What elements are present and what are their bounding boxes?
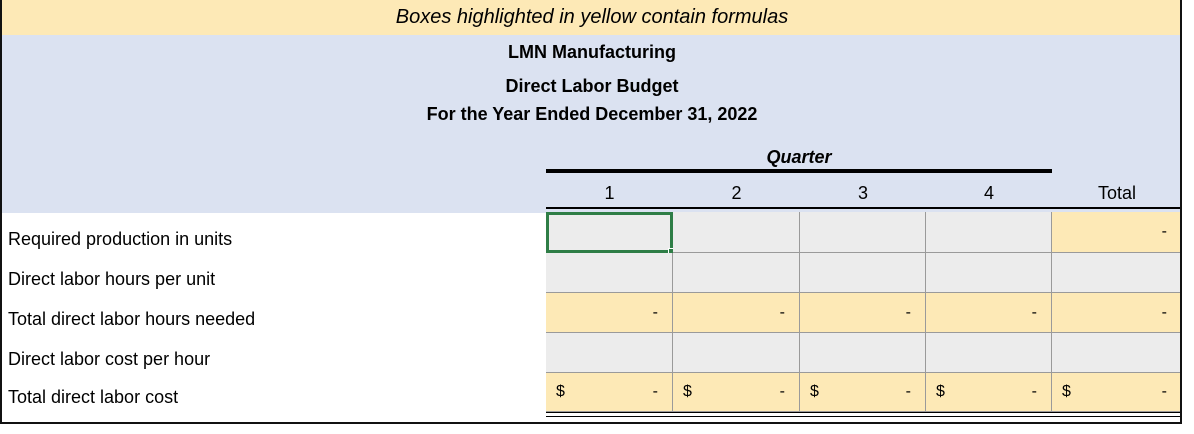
formula-note-banner — [2, 0, 1182, 35]
currency-symbol: $ — [810, 383, 819, 400]
row-label-total-cost: Total direct labor cost — [8, 387, 179, 407]
report-title: Direct Labor Budget — [505, 76, 679, 96]
cell-value: - — [652, 383, 658, 400]
cell-required-production-q3[interactable] — [800, 212, 926, 253]
formula-note-text: Boxes highlighted in yellow contain formulas — [395, 6, 789, 28]
currency-symbol: $ — [683, 383, 692, 400]
cell-hours-per-unit-q3[interactable] — [800, 253, 926, 293]
cell-value: - — [1031, 383, 1037, 400]
currency-symbol: $ — [1062, 383, 1071, 400]
cell-hours-per-unit-q1[interactable] — [546, 253, 673, 293]
cell-value: - — [1161, 223, 1167, 240]
cell-value: - — [1031, 303, 1037, 321]
cell-total-cost-q3[interactable] — [800, 373, 926, 412]
cell-value: - — [652, 303, 658, 321]
cell-required-production-total[interactable] — [1052, 212, 1182, 253]
report-header — [2, 35, 1182, 213]
cell-cost-per-hour-total[interactable] — [1052, 333, 1182, 373]
cell-total-cost-total[interactable] — [1052, 373, 1182, 412]
cell-cost-per-hour-q2[interactable] — [673, 333, 800, 373]
row-label-hours-per-unit: Direct labor hours per unit — [8, 269, 216, 289]
cell-cost-per-hour-q3[interactable] — [800, 333, 926, 373]
row-label-cost-per-hour: Direct labor cost per hour — [8, 349, 211, 369]
cell-total-hours-q2[interactable] — [673, 293, 800, 333]
cell-hours-per-unit-q2[interactable] — [673, 253, 800, 293]
cell-value: - — [905, 383, 911, 400]
cell-cost-per-hour-q4[interactable] — [926, 333, 1052, 373]
total-header-rule — [1052, 207, 1182, 209]
quarter-group-label: Quarter — [766, 147, 832, 167]
cell-total-hours-q3[interactable] — [800, 293, 926, 333]
cell-required-production-q2[interactable] — [673, 212, 800, 253]
quarter-rule — [546, 169, 1052, 173]
cell-cost-per-hour-q1[interactable] — [546, 333, 673, 373]
cell-hours-per-unit-q4[interactable] — [926, 253, 1052, 293]
currency-symbol: $ — [936, 383, 945, 400]
cell-value: - — [905, 303, 911, 321]
cell-total-hours-q1[interactable] — [546, 293, 673, 333]
col-header-q4: 4 — [983, 183, 994, 203]
cell-value: - — [1161, 303, 1167, 321]
cell-total-hours-total[interactable] — [1052, 293, 1182, 333]
report-period: For the Year Ended December 31, 2022 — [426, 104, 758, 124]
cell-total-cost-q1[interactable] — [546, 373, 673, 412]
col-header-q3: 3 — [857, 183, 868, 203]
cell-value: - — [779, 303, 785, 321]
company-name: LMN Manufacturing — [508, 42, 676, 62]
currency-symbol: $ — [556, 383, 565, 400]
col-header-q1: 1 — [604, 183, 615, 203]
cell-total-cost-q4[interactable] — [926, 373, 1052, 412]
cell-value: - — [779, 383, 785, 400]
cell-total-cost-q2[interactable] — [673, 373, 800, 412]
cell-hours-per-unit-total[interactable] — [1052, 253, 1182, 293]
cell-required-production-q1[interactable] — [546, 212, 673, 253]
col-header-total: Total — [1097, 183, 1137, 203]
cell-value: - — [1161, 383, 1167, 400]
col-header-q2: 2 — [731, 183, 742, 203]
cell-total-hours-q4[interactable] — [926, 293, 1052, 333]
cell-required-production-q4[interactable] — [926, 212, 1052, 253]
double-underline — [546, 412, 1182, 417]
row-label-required-production: Required production in units — [8, 229, 233, 249]
quarter-header-rule — [546, 207, 1052, 209]
row-label-total-hours: Total direct labor hours needed — [8, 309, 256, 329]
